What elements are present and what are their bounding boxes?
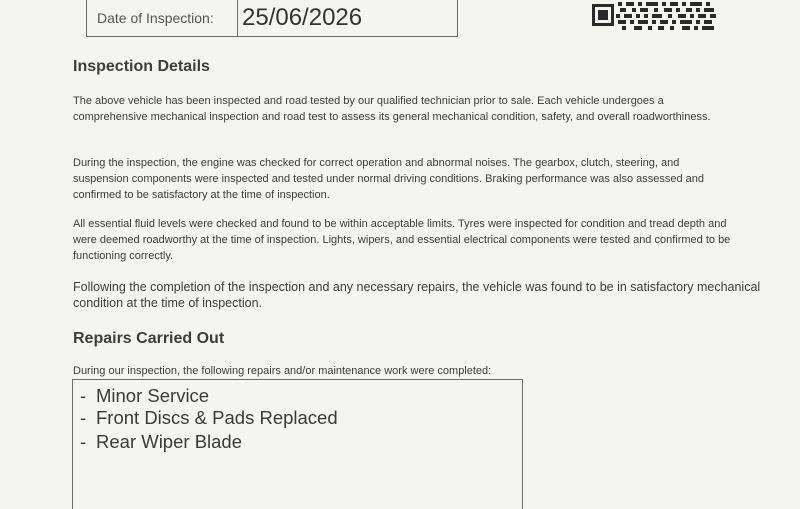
- date-of-inspection-label: Date of Inspection:: [87, 0, 238, 36]
- repair-item-text: Front Discs & Pads Replaced: [96, 407, 338, 428]
- repair-item: [80, 407, 338, 429]
- inspection-paragraph-3: All essential fluid levels were checked and found to be within acceptable limits. Tyres were inspected for condition and tread depth and were deemed roadworthy at the time of inspection. Lights, wipers, and essential electrical components were tested and confirmed to be functioning correctly.: [73, 218, 731, 262]
- inspection-paragraph-2: During the inspection, the engine was checked for correct operation and abnormal noises. The gearbox, clutch, steering, and suspension components were inspected and tested under normal driving conditions. Braking performance was also assessed and confirmed to be satisfactory at the time of inspection.: [73, 157, 705, 201]
- date-of-inspection-box: [86, 0, 458, 37]
- bullet-dash: -: [80, 385, 87, 406]
- bullet-dash: -: [80, 431, 87, 452]
- repair-item-text: Rear Wiper Blade: [96, 431, 243, 452]
- repairs-carried-out-heading: Repairs Carried Out: [73, 330, 225, 347]
- inspection-paragraph-1: The above vehicle has been inspected and road tested by our qualified technician prior to sale. Each vehicle undergoes a comprehensive mechanical inspection and road test to assess its general mechanical condition, safety, and overall roadworthiness.: [73, 95, 711, 123]
- repair-item: [80, 385, 209, 407]
- inspection-paragraph-4: Following the completion of the inspection and any necessary repairs, the vehicle was found to be in satisfactory mechanical condition at the time of inspection.: [73, 280, 761, 310]
- repairs-intro: During our inspection, the following repairs and/or maintenance work were completed:: [73, 365, 492, 377]
- date-of-inspection-value: 25/06/2026: [242, 3, 363, 31]
- bullet-dash: -: [80, 407, 87, 428]
- repair-item-text: Minor Service: [96, 385, 210, 406]
- qr-code-icon: [592, 0, 720, 30]
- inspection-details-heading: Inspection Details: [73, 58, 210, 75]
- repair-item: [80, 431, 242, 453]
- repairs-list-box: [72, 379, 523, 509]
